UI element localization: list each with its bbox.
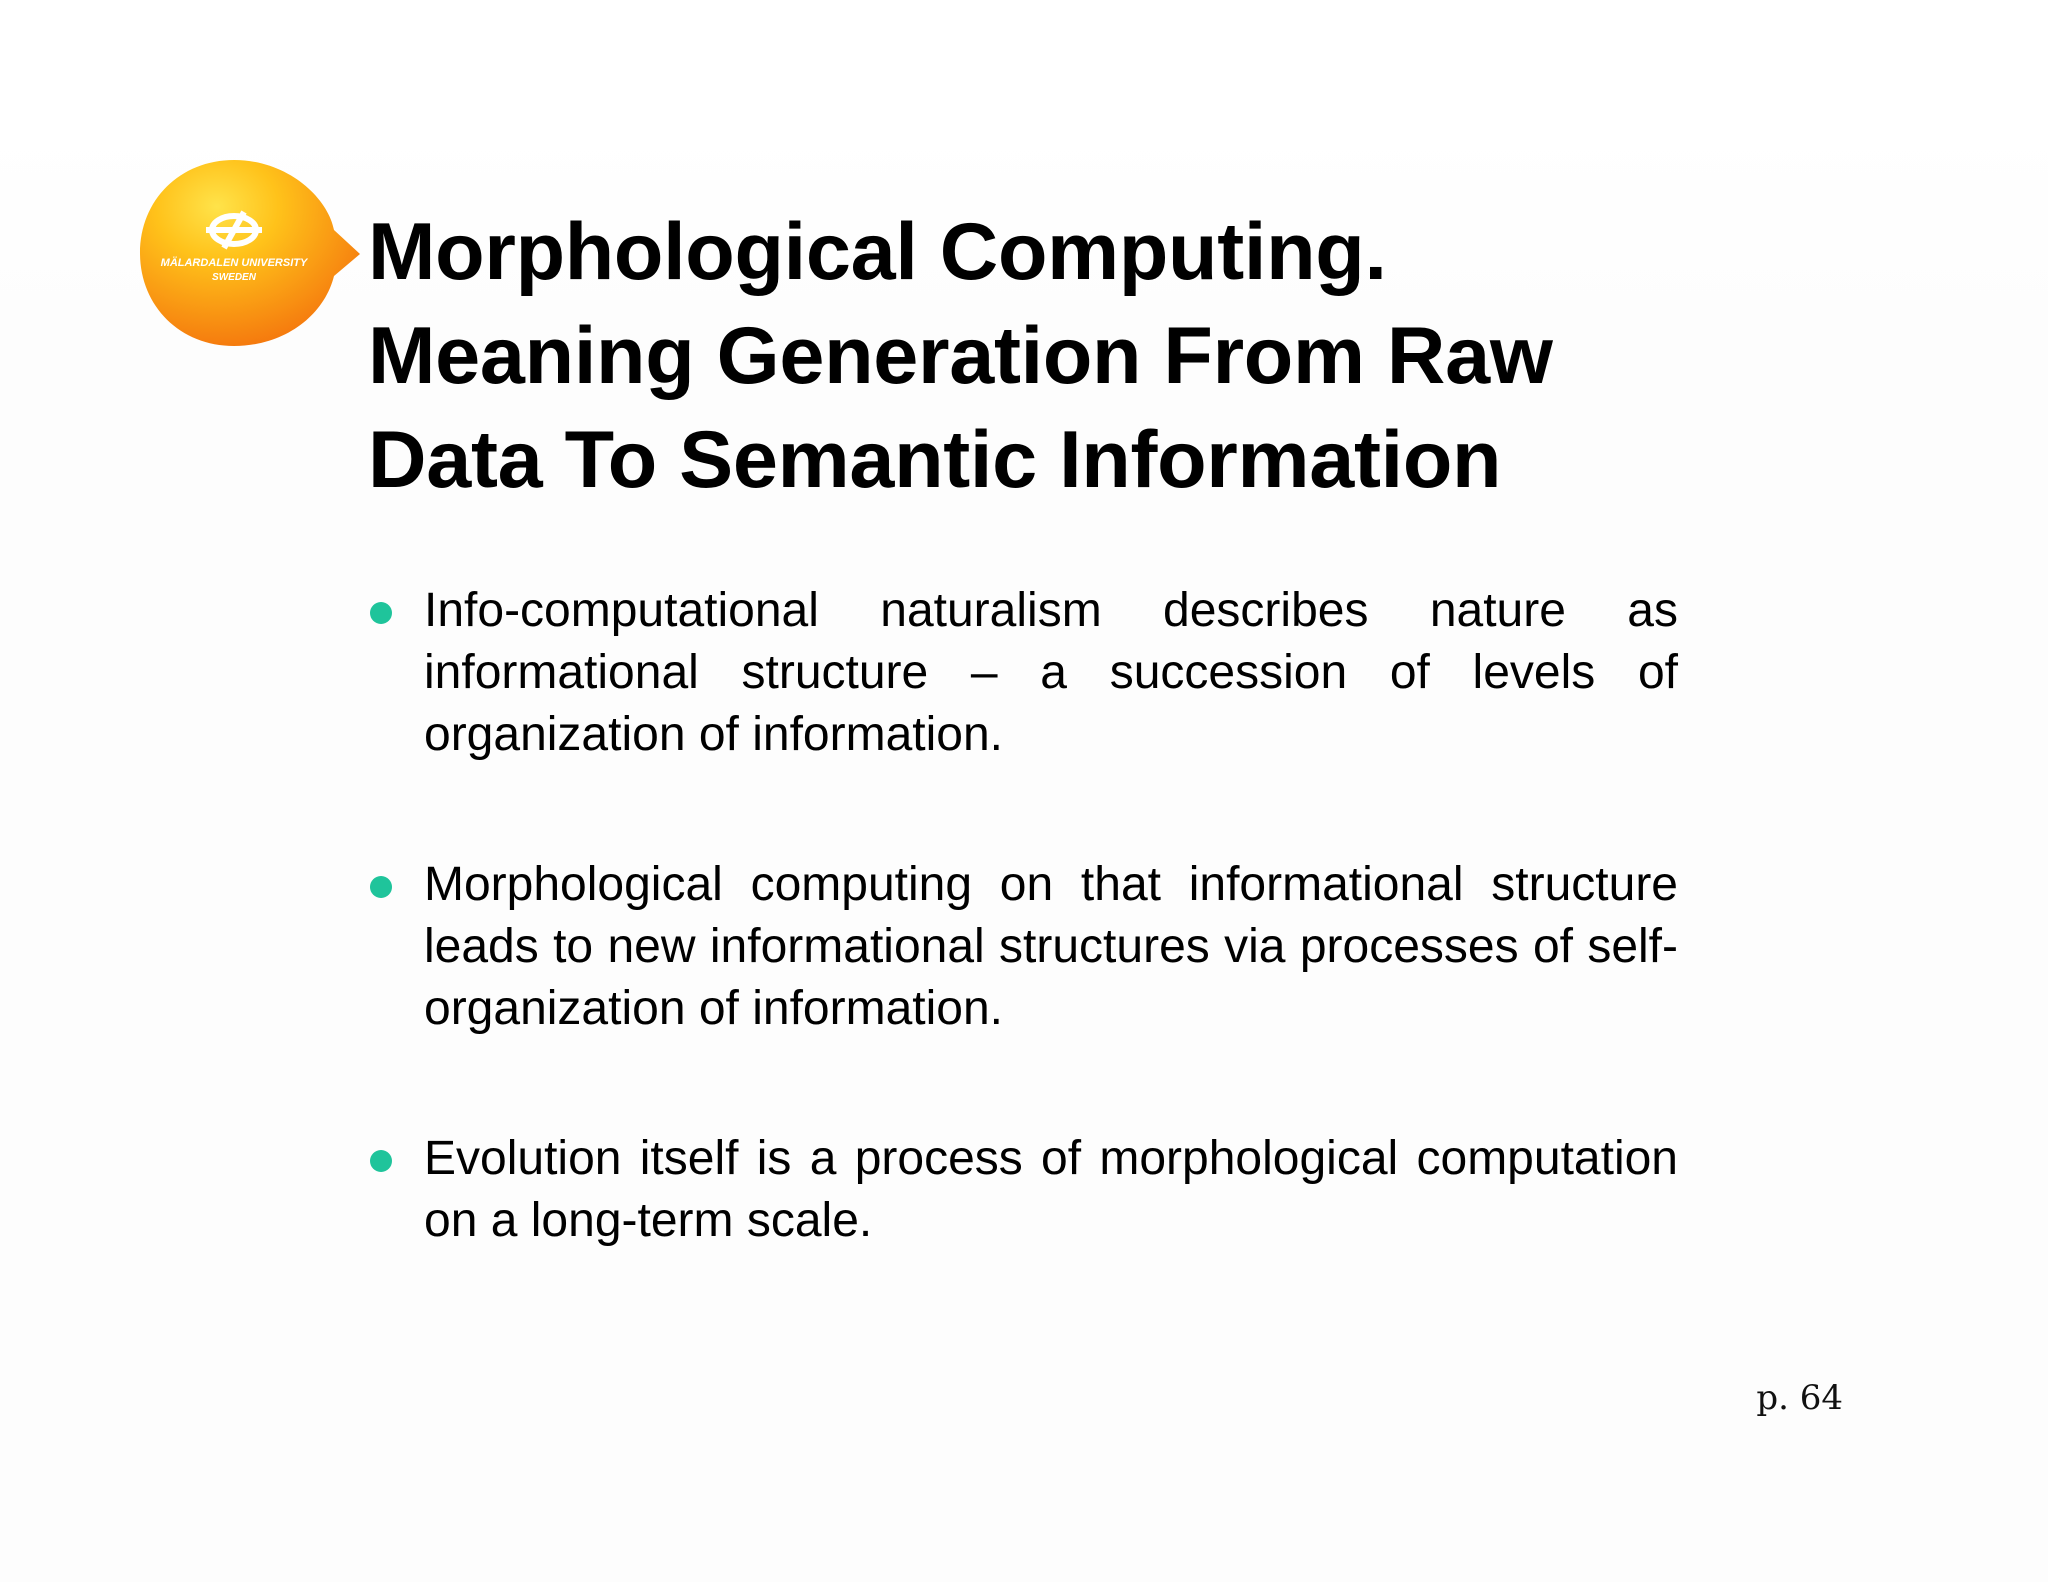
bullet-text: Morphological computing on that informational structure leads to new informational structures via processes of self-organization of information. (424, 858, 1678, 1035)
bullet-item (366, 1128, 1678, 1252)
logo-badge-icon (138, 158, 368, 350)
bullet-item (366, 854, 1678, 1040)
university-logo (138, 158, 368, 350)
bullet-dot-icon (370, 602, 392, 624)
bullet-item (366, 580, 1678, 766)
slide-title (368, 200, 1768, 512)
svg-text:MÄLARDALEN UNIVERSITY: MÄLARDALEN UNIVERSITY (160, 257, 308, 269)
svg-text:SWEDEN: SWEDEN (212, 272, 256, 283)
bullet-list (366, 580, 1678, 1252)
title-line: Data To Semantic Information (368, 415, 1502, 505)
bullet-dot-icon (370, 1150, 392, 1172)
bullet-dot-icon (370, 876, 392, 898)
bullet-text: Evolution itself is a process of morphological computation on a long-term scale. (424, 1132, 1678, 1247)
page-number: p. 64 (1756, 1378, 1843, 1418)
title-line: Meaning Generation From Raw (368, 311, 1553, 401)
bullet-text: Info-computational naturalism describes nature as informational structure – a succession of levels of organization of information. (424, 584, 1678, 761)
title-line: Morphological Computing. (368, 207, 1387, 297)
